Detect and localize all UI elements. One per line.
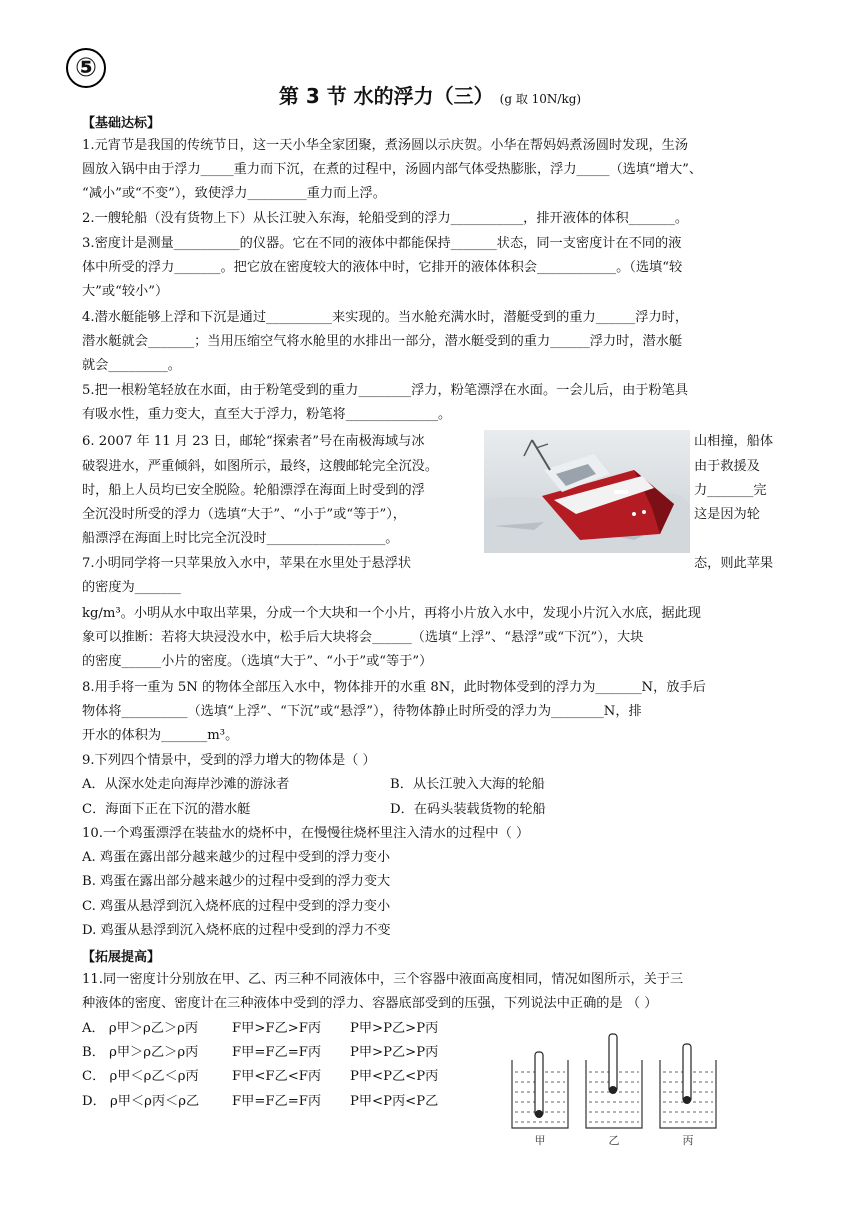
- q7-line-4: 象可以推断：若将大块浸没水中，松手后大块将会______（选填“上浮”、“悬浮”或“下沉”），大块: [82, 630, 644, 645]
- q8-line-1: 8.用手将一重为 5N 的物体全部压入水中，物体排开的水重 8N，此时物体受到的浮力为_______N，放手后: [82, 680, 706, 695]
- q8-line-3: 开水的体积为_______m³。: [82, 728, 239, 743]
- q11-option-b-buoyancy: F甲=F乙=F丙: [232, 1045, 322, 1060]
- q9-stem: 9.下列四个情景中，受到的浮力增大的物体是（ ）: [82, 753, 376, 768]
- q9-option-d: D．在码头装载货物的轮船: [390, 802, 546, 817]
- q6-right-1: 山相撞，船体: [694, 434, 774, 449]
- q10-option-d: D. 鸡蛋从悬浮到沉入烧杯底的过程中受到的浮力不变: [82, 923, 391, 938]
- section-basic-heading: 【基础达标】: [82, 116, 161, 131]
- q9-option-a: A．从深水处走向海岸沙滩的游泳者: [82, 777, 290, 792]
- q11-option-a-pressure: P甲>P乙>P丙: [350, 1021, 439, 1036]
- q10-option-c: C. 鸡蛋从悬浮到沉入烧杯底的过程中受到的浮力变小: [82, 899, 391, 914]
- q8-line-2: 物体将__________（选填“上浮”、“下沉”或“悬浮”），待物体静止时所受的浮力为________N，排: [82, 704, 642, 719]
- q10-option-b: B. 鸡蛋在露出部分越来越少的过程中受到的浮力变大: [82, 874, 391, 889]
- q11-line-1: 11.同一密度计分别放在甲、乙、丙三种不同液体中，三个容器中液面高度相同，情况如图所示，关于三: [82, 972, 684, 987]
- q7-line-3: kg/m³。小明从水中取出苹果，分成一个大块和一个小片，再将小片放入水中，发现小片沉入水底，据此现: [82, 606, 701, 621]
- q11-option-c-density: C． ρ甲＜ρ乙＜ρ丙: [82, 1069, 199, 1084]
- q3-line-3: 大”或“较小”）: [82, 284, 169, 299]
- q7-line-5: 的密度______小片的密度。（选填“大于”、“小于”或“等于”）: [82, 654, 433, 669]
- q1-line-3: “减小”或“不变”），致使浮力_________重力而上浮。: [82, 186, 386, 201]
- beaker-label-jia: 甲: [534, 1134, 546, 1147]
- q11-option-d-buoyancy: F甲=F乙=F丙: [232, 1094, 322, 1109]
- q11-option-b-pressure: P甲>P乙>P丙: [350, 1045, 439, 1060]
- q10-stem: 10.一个鸡蛋漂浮在装盐水的烧杯中，在慢慢往烧杯里注入清水的过程中（ ）: [82, 826, 530, 841]
- q11-option-d-pressure: P甲<P丙<P乙: [350, 1094, 439, 1109]
- q7-line-2: 的密度为_______: [82, 580, 181, 595]
- q6-right-2: 由于救援及: [694, 459, 760, 474]
- q11-option-c-pressure: P甲<P乙<P丙: [350, 1069, 439, 1084]
- q9-option-c: C．海面下正在下沉的潜水艇: [82, 802, 251, 817]
- q6-line-2: 破裂进水，严重倾斜，如图所示，最终，这艘邮轮完全沉没。: [82, 459, 439, 474]
- hydrometer-beakers-figure: [500, 1030, 740, 1148]
- q10-option-a: A. 鸡蛋在露出部分越来越少的过程中受到的浮力变小: [82, 850, 391, 865]
- q7-line-1-right: 态，则此苹果: [694, 556, 774, 571]
- beaker-label-bing: 丙: [682, 1134, 694, 1147]
- q4-line-3: 就会_________。: [82, 358, 181, 373]
- q1-line-2: 圆放入锅中由于浮力_____重力而下沉，在煮的过程中，汤圆内部气体受热膨胀，浮力_____（选填“增大”、: [82, 162, 703, 177]
- title-text: 第 3 节 水的浮力（三）: [278, 84, 494, 108]
- q4-line-1: 4.潜水艇能够上浮和下沉是通过__________来实现的。当水舱充满水时，潜艇受到的重力______浮力时，: [82, 310, 689, 325]
- section-extend-heading: 【拓展提高】: [82, 950, 161, 965]
- q2-line-1: 2.一艘轮船（没有货物上下）从长江驶入东海，轮船受到的浮力___________，排开液体的体积_______。: [82, 211, 689, 226]
- q6-line-1: 6. 2007 年 11 月 23 日，邮轮“探索者”号在南极海域与冰: [82, 434, 425, 449]
- page-title: [0, 80, 860, 109]
- beaker-label-yi: 乙: [608, 1134, 620, 1147]
- q3-line-1: 3.密度计是测量__________的仪器。它在不同的液体中都能保持_______状态，同一支密度计在不同的液: [82, 236, 682, 251]
- q6-right-3: 力_______完: [694, 483, 767, 498]
- q6-line-5: 船漂浮在海面上时比完全沉没时__________________。: [82, 531, 399, 546]
- title-note: (g 取 10N/kg): [499, 92, 582, 106]
- q3-line-2: 体中所受的浮力_______。把它放在密度较大的液体中时，它排开的液体体积会____________。（选填“较: [82, 260, 683, 275]
- q11-option-a-density: A． ρ甲＞ρ乙＞ρ丙: [82, 1021, 199, 1036]
- q5-line-1: 5.把一根粉笔轻放在水面，由于粉笔受到的重力________浮力，粉笔漂浮在水面。一会儿后，由于粉笔具: [82, 383, 689, 398]
- q11-option-a-buoyancy: F甲>F乙>F丙: [232, 1021, 322, 1036]
- q6-right-4: 这是因为轮: [694, 507, 760, 522]
- q6-line-3: 时，船上人员均已安全脱险。轮船漂浮在海面上时受到的浮: [82, 483, 425, 498]
- q11-option-c-buoyancy: F甲<F乙<F丙: [232, 1069, 322, 1084]
- q4-line-2: 潜水艇就会_______；当用压缩空气将水舱里的水排出一部分，潜水艇受到的重力______浮力时，潜水艇: [82, 334, 683, 349]
- worksheet-number: ⑤: [66, 48, 106, 88]
- q11-option-b-density: B． ρ甲＞ρ乙＞ρ丙: [82, 1045, 199, 1060]
- q11-option-d-density: D． ρ甲＜ρ丙＜ρ乙: [82, 1094, 200, 1109]
- q1-line-1: 1.元宵节是我国的传统节日，这一天小华全家团聚，煮汤圆以示庆贺。小华在帮妈妈煮汤圆时发现，生汤: [82, 138, 689, 153]
- q6-line-4: 全沉没时所受的浮力（选填“大于”、“小于”或“等于”），: [82, 507, 406, 522]
- q7-line-1: 7.小明同学将一只苹果放入水中，苹果在水里处于悬浮状: [82, 556, 412, 571]
- sinking-ship-photo: [484, 430, 690, 553]
- q5-line-2: 有吸水性，重力变大，直至大于浮力，粉笔将______________。: [82, 407, 452, 422]
- q11-line-2: 种液体的密度、密度计在三种液体中受到的浮力、容器底部受到的压强，下列说法中正确的是 （ ）: [82, 996, 658, 1011]
- q9-option-b: B．从长江驶入大海的轮船: [390, 777, 545, 792]
